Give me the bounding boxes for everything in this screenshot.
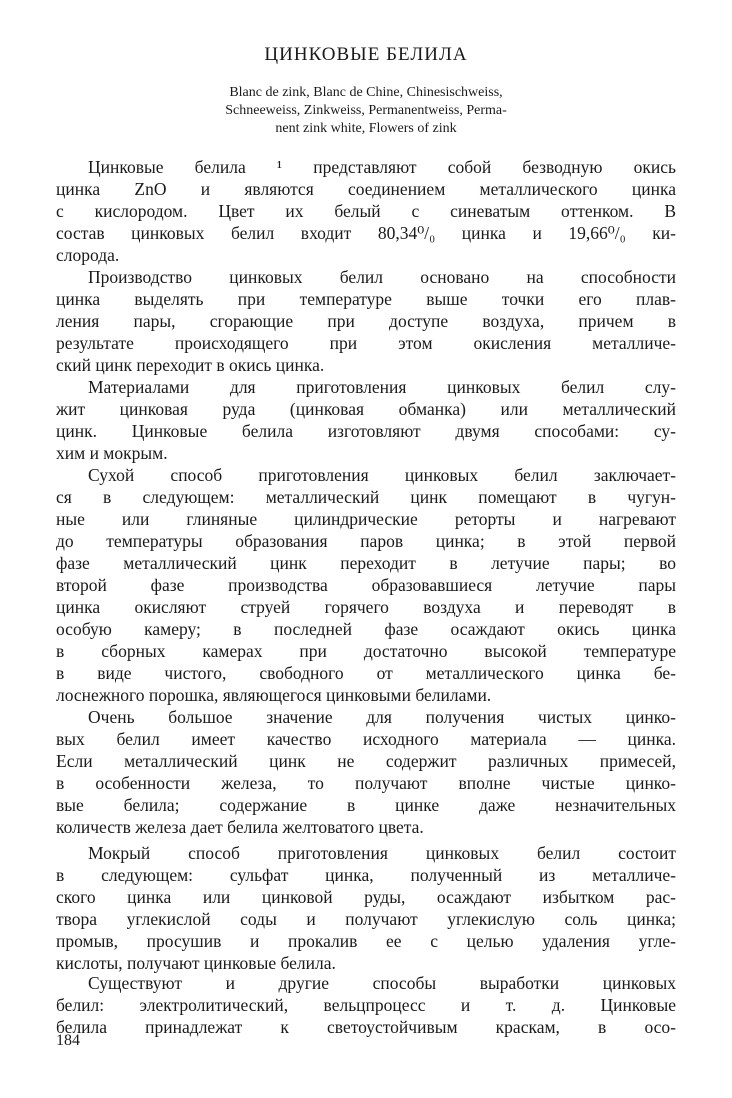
text-line: особую камеру; в последней фазе осаждают окись цинка — [56, 619, 676, 639]
text-line: в виде чистого, свободного от металлического цинка бе- — [56, 663, 676, 683]
text-line: вых белил имеет качество исходного материала — цинка. — [56, 729, 676, 749]
paragraph — [56, 376, 676, 464]
text-line: белил: электролитический, вельцпроцесс и т. д. Цинковые — [56, 995, 676, 1015]
paragraph — [56, 706, 676, 838]
text-line: в следующем: сульфат цинка, полученный из металличе- — [56, 865, 676, 885]
text-line: в сборных камерах при достаточно высокой температуре — [56, 641, 676, 661]
text-line: Цинковые белила ¹ представляют собой безводную окись — [88, 157, 676, 177]
text-line: фазе металлический цинк переходит в летучие пары; во — [56, 553, 676, 573]
text-line: цинк. Цинковые белила изготовляют двумя способами: су- — [56, 421, 676, 441]
text-line: Производство цинковых белил основано на способности — [88, 267, 676, 287]
text-line: результате происходящего при этом окисления металличе- — [56, 333, 676, 353]
text-line: Существуют и другие способы выработки цинковых — [88, 973, 676, 993]
page-number: 184 — [56, 1032, 80, 1049]
text-line: кислоты, получают цинковые белила. — [56, 953, 336, 973]
text-line: вые белила; содержание в цинке даже незначительных — [56, 795, 676, 815]
text-line: ные или глиняные цилиндрические реторты и нагревают — [56, 509, 676, 529]
text-line: твора углекислой соды и получают углекислую соль цинка; — [56, 909, 676, 929]
text-line: до температуры образования паров цинка; в этой первой — [56, 531, 676, 551]
text-line: промыв, просушив и прокалив ее с целью удаления угле- — [56, 931, 676, 951]
alias-line: nent zink white, Flowers of zink — [275, 121, 457, 136]
paragraph — [56, 156, 676, 266]
paragraph — [56, 464, 676, 706]
text-line: Мокрый способ приготовления цинковых белил состоит — [88, 843, 676, 863]
text-line: ского цинка или цинковой руды, осаждают избытком рас- — [56, 887, 676, 907]
text-line: с кислородом. Цвет их белый с синеватым оттенком. В — [56, 201, 676, 221]
text-line: слорода. — [56, 245, 120, 265]
page-title: ЦИНКОВЫЕ БЕЛИЛА — [264, 44, 468, 65]
text-line: Сухой способ приготовления цинковых белил заключает- — [88, 465, 676, 485]
alias-line: Schneeweiss, Zinkweiss, Permanentweiss, Perma- — [225, 103, 507, 118]
text-line: Материалами для приготовления цинковых белил слу- — [88, 377, 676, 397]
paragraph — [56, 972, 676, 1038]
text-line: жит цинковая руда (цинковая обманка) или металлический — [56, 399, 676, 419]
text-line: цинка выделять при температуре выше точки его плав- — [56, 289, 676, 309]
text-line: в особенности железа, то получают вполне чистые цинко- — [56, 773, 676, 793]
text-line: ский цинк переходит в окись цинка. — [56, 355, 325, 375]
text-line: хим и мокрым. — [56, 443, 168, 463]
text-line: количеств железа дает белила желтоватого цвета. — [56, 817, 424, 837]
text-line: ся в следующем: металлический цинк помещают в чугун- — [56, 487, 676, 507]
text-line: ления пары, сгорающие при доступе воздуха, причем в — [56, 311, 676, 331]
alias-line: Blanc de zink, Blanc de Chine, Chinesischweiss, — [229, 85, 503, 100]
paragraph — [56, 842, 676, 974]
text-line: второй фазе производства образовавшиеся летучие пары — [56, 575, 676, 595]
alternate-names — [110, 84, 622, 138]
text-line: лоснежного порошка, являющегося цинковыми белилами. — [56, 685, 492, 705]
text-line: состав цинковых белил входит 80,34⁰/₀ цинка и 19,66⁰/₀ ки- — [56, 223, 676, 243]
text-line: цинка ZnO и являются соединением металлического цинка — [56, 179, 676, 199]
text-line: белила принадлежат к светоустойчивым краскам, в осо- — [56, 1017, 676, 1037]
paragraph — [56, 266, 676, 376]
text-line: цинка окисляют струей горячего воздуха и переводят в — [56, 597, 676, 617]
text-line: Если металлический цинк не содержит различных примесей, — [56, 751, 676, 771]
text-line: Очень большое значение для получения чистых цинко- — [88, 707, 676, 727]
